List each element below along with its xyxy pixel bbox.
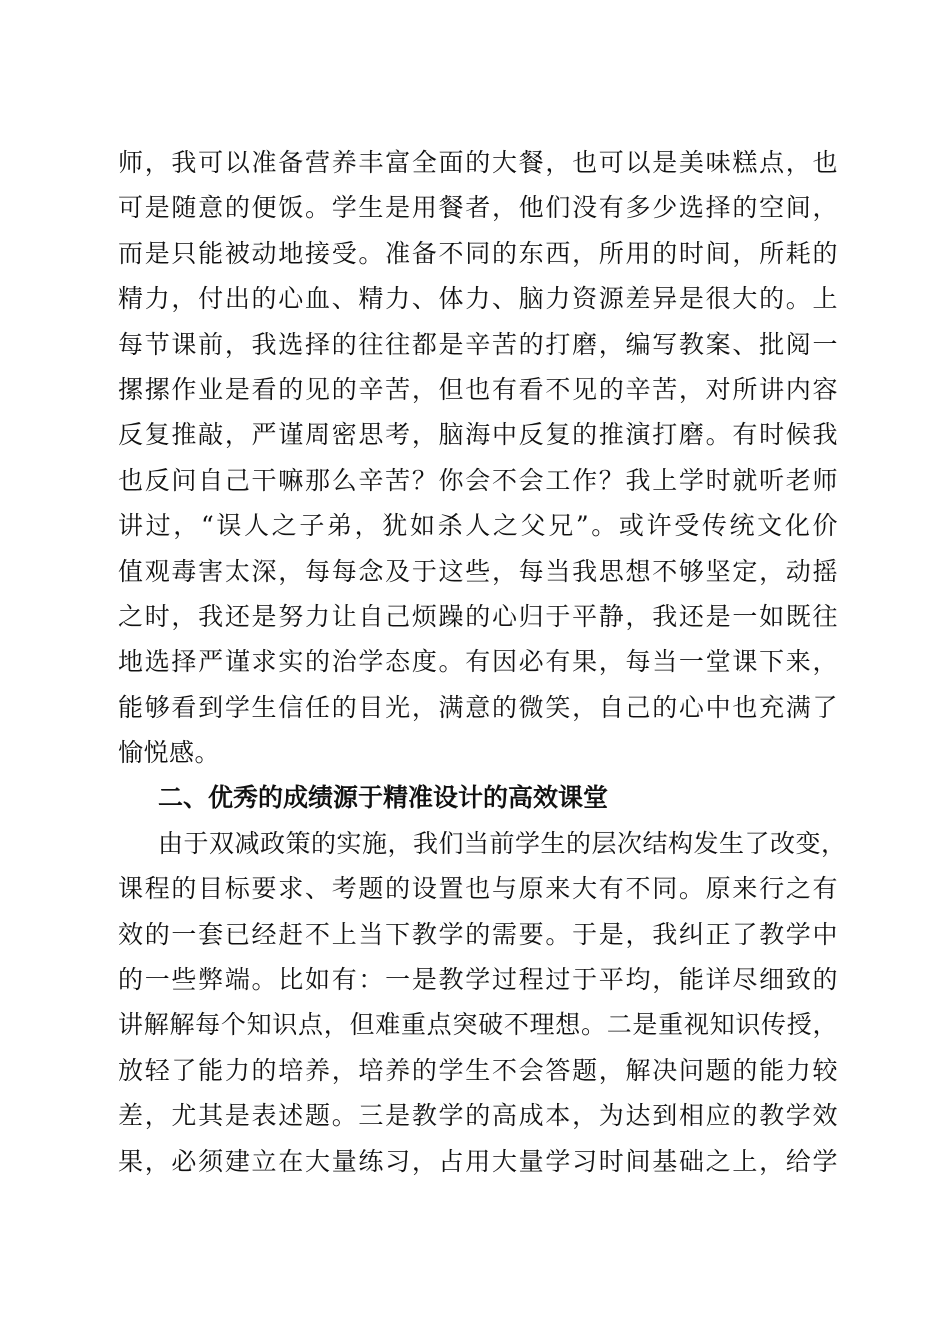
text-line: 精力，付出的心血、精力、体力、脑力资源差异是很大的。上 [118, 284, 838, 314]
text-line: 的一些弊端。比如有：一是教学过程过于平均，能详尽细致的 [118, 965, 838, 995]
text-line: 地选择严谨求实的治学态度。有因必有果，每当一堂课下来， [118, 647, 838, 677]
text-line: 也反问自己干嘛那么辛苦？你会不会工作？我上学时就听老师 [118, 465, 838, 495]
section-heading: 二、优秀的成绩源于精准设计的高效课堂 [158, 783, 609, 813]
text-line: 能够看到学生信任的目光，满意的微笑，自己的心中也充满了 [118, 692, 838, 722]
text-line: 放轻了能力的培养，培养的学生不会答题，解决问题的能力较 [118, 1055, 838, 1085]
text-line: 可是随意的便饭。学生是用餐者，他们没有多少选择的空间， [118, 193, 838, 223]
text-line: 而是只能被动地接受。准备不同的东西，所用的时间，所耗的 [118, 238, 838, 268]
text-line: 师，我可以准备营养丰富全面的大餐，也可以是美味糕点，也 [118, 148, 838, 177]
document-body [118, 140, 847, 1184]
paragraph-2 [118, 821, 847, 1184]
text-line: 愉悦感。 [118, 738, 221, 768]
text-line: 讲过，“误人之子弟，犹如杀人之父兄”。或许受传统文化价 [118, 511, 838, 541]
text-line: 课程的目标要求、考题的设置也与原来大有不同。原来行之有 [118, 874, 838, 904]
text-line: 差，尤其是表述题。三是教学的高成本，为达到相应的教学效 [118, 1101, 838, 1131]
text-line: 由于双减政策的实施，我们当前学生的层次结构发生了改变， [158, 828, 847, 858]
paragraph-1 [118, 140, 838, 775]
text-line: 每节课前，我选择的往往都是辛苦的打磨，编写教案、批阅一 [118, 329, 838, 359]
text-line: 果，必须建立在大量练习，占用大量学习时间基础之上，给学 [118, 1146, 838, 1176]
text-line: 值观毒害太深，每每念及于这些，每当我思想不够坚定，动摇 [118, 556, 838, 586]
text-line: 效的一套已经赶不上当下教学的需要。于是，我纠正了教学中 [118, 919, 838, 949]
text-line: 摞摞作业是看的见的辛苦，但也有看不见的辛苦，对所讲内容 [118, 374, 838, 404]
text-line: 反复推敲，严谨周密思考，脑海中反复的推演打磨。有时候我 [118, 420, 838, 450]
text-line: 讲解解每个知识点，但难重点突破不理想。二是重视知识传授， [118, 1010, 838, 1040]
text-line: 之时，我还是努力让自己烦躁的心归于平静，我还是一如既往 [118, 601, 838, 631]
